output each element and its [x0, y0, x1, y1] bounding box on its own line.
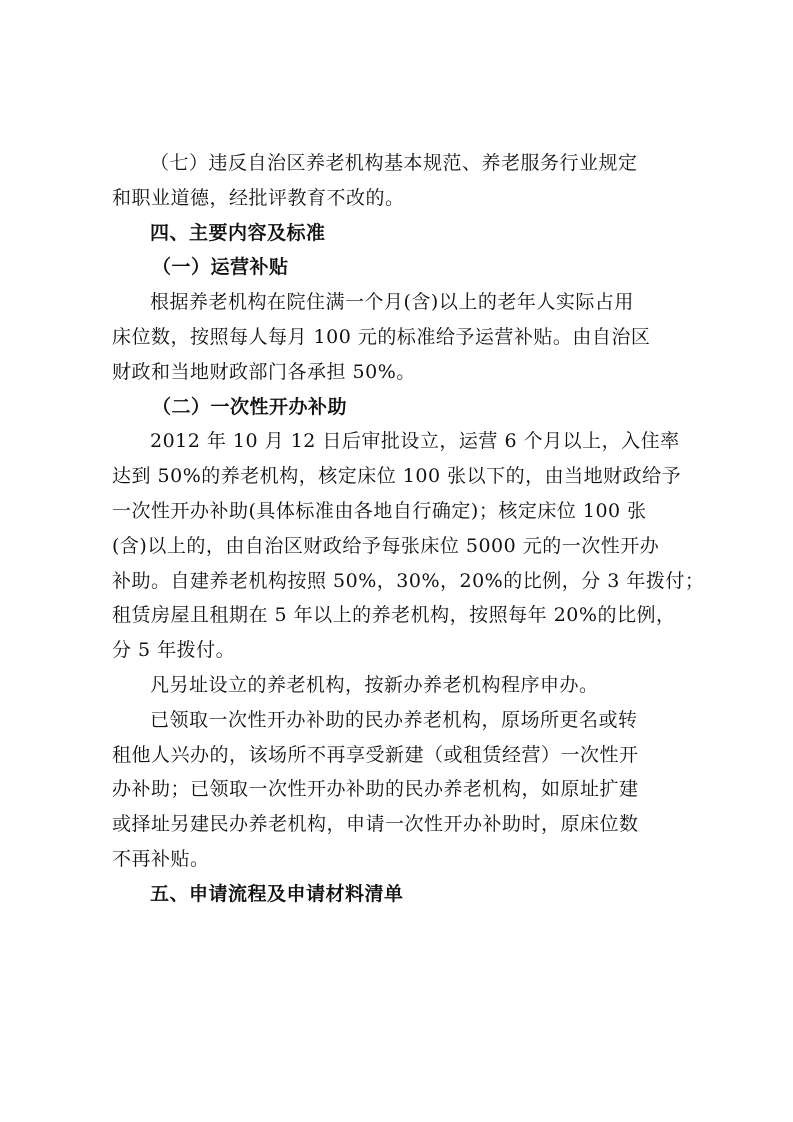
received-subsidy-line-2: 租他人兴办的，该场所不再享受新建（或租赁经营）一次性开 — [112, 743, 639, 766]
startup-subsidy-line-5: 补助。自建养老机构按照 50%，30%，20%的比例，分 3 年拨付； — [112, 569, 705, 592]
document-body — [112, 146, 705, 912]
startup-subsidy-line-3: 一次性开办补助(具体标准由各地自行确定)；核定床位 100 张 — [112, 499, 647, 522]
clause-seven-line-1: （七）违反自治区养老机构基本规范、养老服务行业规定 — [150, 152, 638, 174]
startup-subsidy-line-6: 租赁房屋且租期在 5 年以上的养老机构，按照每年 20%的比例， — [112, 604, 676, 627]
received-subsidy-line-4: 或择址另建民办养老机构，申请一次性开办补助时，原床位数 — [112, 813, 639, 836]
section-four-heading: 四、主要内容及标准 — [150, 221, 326, 244]
clause-seven-line-2: 和职业道德，经批评教育不改的。 — [112, 186, 405, 209]
subsection-operating-subsidy-heading: （一）运营补贴 — [152, 256, 289, 279]
subsection-startup-subsidy-heading: （二）一次性开办补助 — [152, 395, 348, 418]
received-subsidy-line-5: 不再补贴。 — [112, 847, 210, 870]
startup-subsidy-line-7: 分 5 年拨付。 — [112, 639, 236, 662]
operating-subsidy-line-3: 财政和当地财政部门各承担 50%。 — [112, 360, 416, 383]
received-subsidy-line-3: 办补助；已领取一次性开办补助的民办养老机构，如原址扩建 — [112, 778, 639, 801]
relocation-paragraph: 凡另址设立的养老机构，按新办养老机构程序申办。 — [150, 673, 599, 696]
startup-subsidy-line-2: 达到 50%的养老机构，核定床位 100 张以下的，由当地财政给予 — [112, 465, 682, 488]
operating-subsidy-line-1: 根据养老机构在院住满一个月(含)以上的老年人实际占用 — [150, 291, 634, 314]
operating-subsidy-line-2: 床位数，按照每人每月 100 元的标准给予运营补贴。由自治区 — [112, 325, 651, 348]
startup-subsidy-line-4: (含)以上的，由自治区财政给予每张床位 5000 元的一次性开办 — [112, 534, 660, 557]
startup-subsidy-line-1: 2012 年 10 月 12 日后审批设立，运营 6 个月以上，入住率 — [150, 430, 680, 453]
section-five-heading: 五、申请流程及申请材料清单 — [150, 882, 404, 905]
received-subsidy-line-1: 已领取一次性开办补助的民办养老机构，原场所更名或转 — [150, 708, 638, 731]
